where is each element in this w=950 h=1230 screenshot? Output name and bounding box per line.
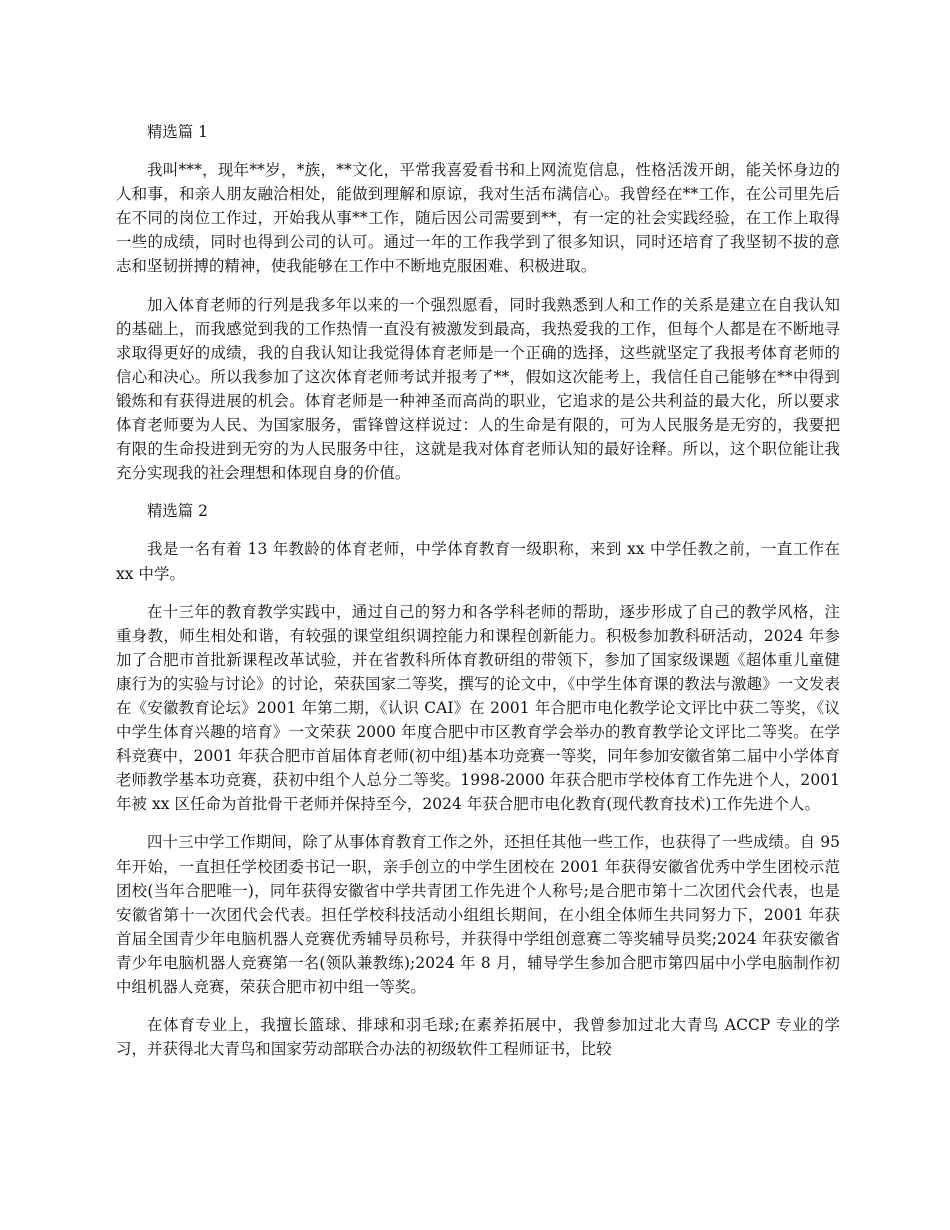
paragraph-self-intro: 我叫***，现年**岁，*族，**文化，平常我喜爱看书和上网流览信息，性格活泼开朗，能关怀身边的人和事，和亲人朋友融洽相处，能做到理解和原谅，我对生活布满信心。我曾经在**工作，在公司里先后在不同的岗位工作过，开始我从事**工作，随后因公司需要到**，有一定的社会实践经验，在工作上取得一些的成绩，同时也得到公司的认可。通过一年的工作我学到了很多知识，同时还培育了我坚韧不拔的意志和坚韧拼搏的精神，使我能够在工作中不断地克服困难、积极进取。 xyxy=(116,161,840,276)
paragraph-skills: 在体育专业上，我擅长篮球、排球和羽毛球;在素养拓展中，我曾参加过北大青鸟 ACCP 专业的学习，并获得北大青鸟和国家劳动部联合办法的初级软件工程师证书，比较 xyxy=(116,1016,840,1059)
section-heading-2: 精选篇 2 xyxy=(147,502,208,521)
document-page xyxy=(116,120,840,1075)
paragraph-teaching-achievements: 在十三年的教育教学实践中，通过自己的努力和各学科老师的帮助，逐步形成了自己的教学风格，注重身教，师生相处和谐，有较强的课堂组织调控能力和课程创新能力。积极参加教科研活动，2024 年参加了合肥市首批新课程改革试验，并在省教科所体育教研组的带领下，参加了国家级课题《超体重儿童健康行为的实验与讨论》的讨论，荣获国家二等奖，撰写的论文中，《中学生体育课的教法与激趣》一文发表在《安徽教育论坛》2001 年第二期，《认识 CAI》在 2001 年合肥市电化教学论文评比中获二等奖，《议中学生体育兴趣的培育》一文荣获 2000 年度合肥中市区教育学会举办的教育教学论文评比二等奖。在学科竞赛中，2001 年获合肥市首届体育老师(初中组)基本功竞赛一等奖，同年参加安徽省第二届中小学体育老师教学基本功竞赛，获初中组个人总分二等奖。1998-2000 年获合肥市学校体育工作先进个人，2001 年被 xx 区任命为首批骨干老师并保持至今，2024 年获合肥市电化教育(现代教育技术)工作先进个人。 xyxy=(116,602,840,814)
paragraph-background: 我是一名有着 13 年教龄的体育老师，中学体育教育一级职称，来到 xx 中学任教之前，一直工作在 xx 中学。 xyxy=(116,540,840,583)
section-heading-1: 精选篇 1 xyxy=(147,123,208,141)
paragraph-motivation: 加入体育老师的行列是我多年以来的一个强烈愿看，同时我熟悉到人和工作的关系是建立在自我认知的基础上，而我感觉到我的工作热情一直没有被激发到最高，我热爱我的工作，但每个人都是在不断地寻求取得更好的成绩，我的自我认知让我觉得体育老师是一个正确的选择，这些就坚定了我报考体育老师的信心和决心。所以我参加了这次体育老师考试并报考了**，假如这次能考上，我信任自己能够在**中得到锻炼和有获得进展的机会。体育老师是一种神圣而高尚的职业，它追求的是公共利益的最大化，所以要求体育老师要为人民、为国家服务，雷锋曾这样说过：人的生命是有限的，可为人民服务是无穷的，我要把有限的生命投进到无穷的为人民服务中往，这就是我对体育老师认知的最好诠释。所以，这个职位能让我充分实现我的社会理想和体现自身的价值。 xyxy=(116,295,840,483)
paragraph-other-work: 四十三中学工作期间，除了从事体育教育工作之外，还担任其他一些工作，也获得了一些成绩。自 95 年开始，一直担任学校团委书记一职，亲手创立的中学生团校在 2001 年获得安徽省优秀中学生团校示范团校(当年合肥唯一)，同年获得安徽省中学共青团工作先进个人称号;是合肥市第十二次团代会代表，也是安徽省第十一次团代会代表。担任学校科技活动小组组长期间，在小组全体师生共同努力下，2001 年获首届全国青少年电脑机器人竞赛优秀辅导员称号，并获得中学组创意赛二等奖辅导员奖;2024 年获安徽省青少年电脑机器人竞赛第一名(领队兼教练);2024 年 8 月，辅导学生参加合肥市第四届中小学电脑制作初中组机器人竞赛，荣获合肥市初中组一等奖。 xyxy=(116,833,840,996)
